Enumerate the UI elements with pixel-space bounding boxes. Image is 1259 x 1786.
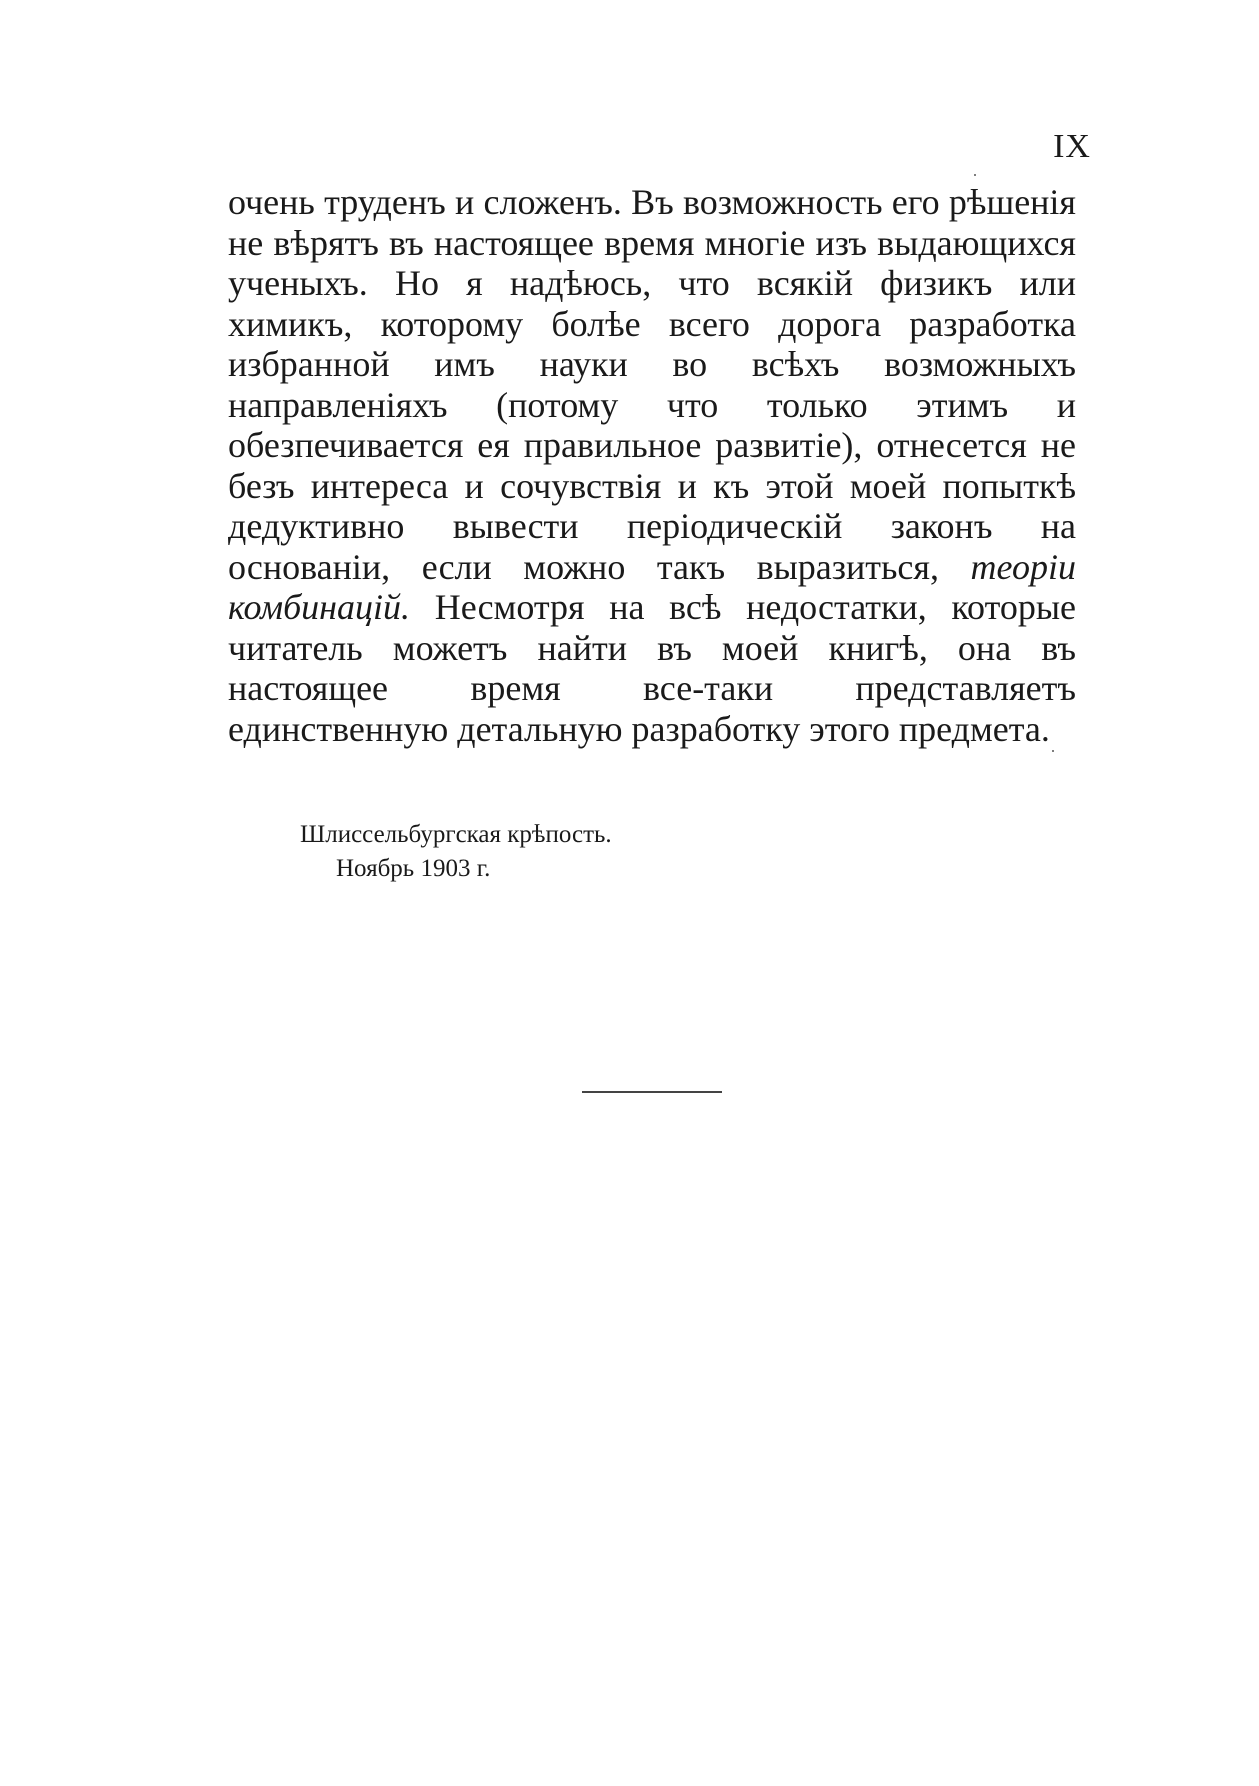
scan-speck [974, 174, 976, 176]
signature-place: Шлиссельбургская крѣпость. [300, 821, 612, 848]
closing-rule [582, 1091, 722, 1093]
body-text-continuation: Несмотря на всѣ недостатки, которые читатель можетъ найти въ моей книгѣ, она въ настоящее время все-таки представляетъ единственную детальную разработку этого предмета. [228, 587, 1076, 749]
body-text-main: очень труденъ и сложенъ. Въ возможность его рѣшенія не вѣрятъ въ настоящее время многіе изъ выдающихся ученыхъ. Но я надѣюсь, что всякій физикъ или химикъ, которому болѣе всего дорога разработка избранной имъ науки во всѣхъ возможныхъ направленіяхъ (потому что только этимъ и обезпечивается ея правильное развитіе), отнесется не безъ интереса и сочувствія и къ этой моей попыткѣ дедуктивно вывести періодическій законъ на основаніи, если можно такъ выразиться, [228, 182, 1076, 587]
page-number: IX [1053, 128, 1091, 165]
scan-speck [1052, 750, 1054, 752]
signature-date: Ноябрь 1903 г. [336, 855, 491, 882]
signature-block [300, 818, 612, 886]
body-text-emphasis: теоріи комбинацій. [228, 546, 1076, 627]
body-paragraph [228, 182, 1076, 749]
